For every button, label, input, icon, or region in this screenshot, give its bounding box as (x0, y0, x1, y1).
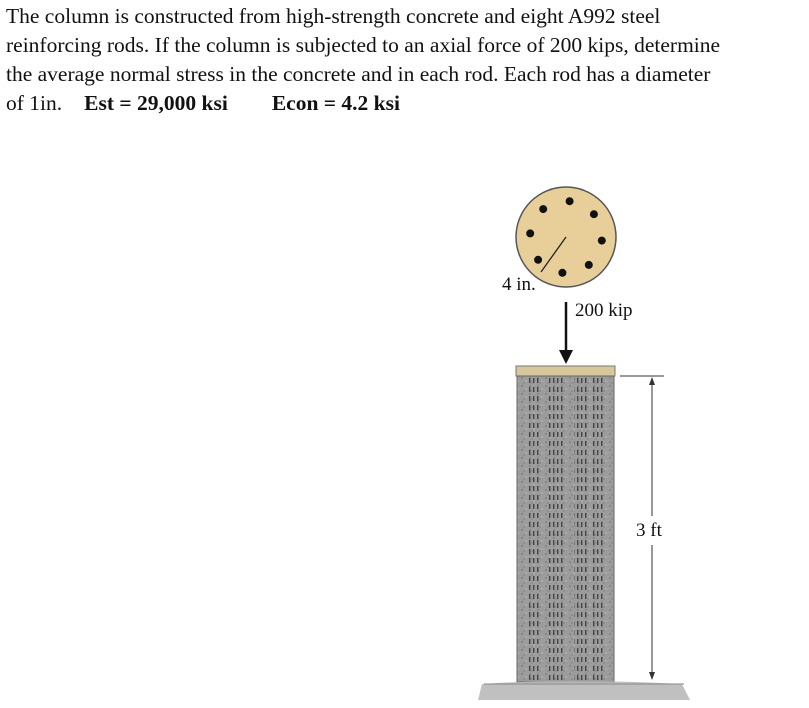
rebar-dot (590, 210, 598, 218)
height-dimension (620, 376, 664, 680)
column-cap (516, 366, 615, 376)
rebar-center-right (574, 378, 588, 680)
problem-line-4: of 1in. (6, 91, 63, 115)
height-label: 3 ft (636, 520, 662, 541)
rebar-dot (539, 205, 547, 213)
load-arrow-head (559, 350, 573, 364)
load-label: 200 kip (575, 300, 633, 321)
rebar-dot (585, 261, 593, 269)
steel-modulus: Est = 29,000 ksi (84, 91, 228, 115)
dim-arrow-top (649, 377, 655, 385)
rebar-dot (598, 237, 606, 245)
rebar-dot (558, 269, 566, 277)
radius-label: 4 in. (502, 274, 536, 295)
concrete-modulus: Econ = 4.2 ksi (271, 91, 400, 115)
dim-arrow-bottom (649, 672, 655, 680)
rebar-dot (566, 197, 574, 205)
rebar-dot (534, 256, 542, 264)
problem-line-2: reinforcing rods. If the column is subjected to an axial force of 200 kips, determine (6, 33, 721, 57)
load-arrow (559, 300, 633, 364)
problem-line-3: the average normal stress in the concrete and in each rod. Each rod has a diameter (6, 62, 711, 86)
rebar-right-outer (592, 378, 604, 680)
rebar-dot (526, 229, 534, 237)
rebar-center-left (549, 378, 563, 680)
cross-section (502, 187, 616, 295)
rebar-left-outer (527, 378, 541, 680)
ground (478, 681, 690, 700)
column (516, 366, 615, 682)
problem-line-1: The column is constructed from high-strength concrete and eight A992 steel (6, 4, 661, 28)
